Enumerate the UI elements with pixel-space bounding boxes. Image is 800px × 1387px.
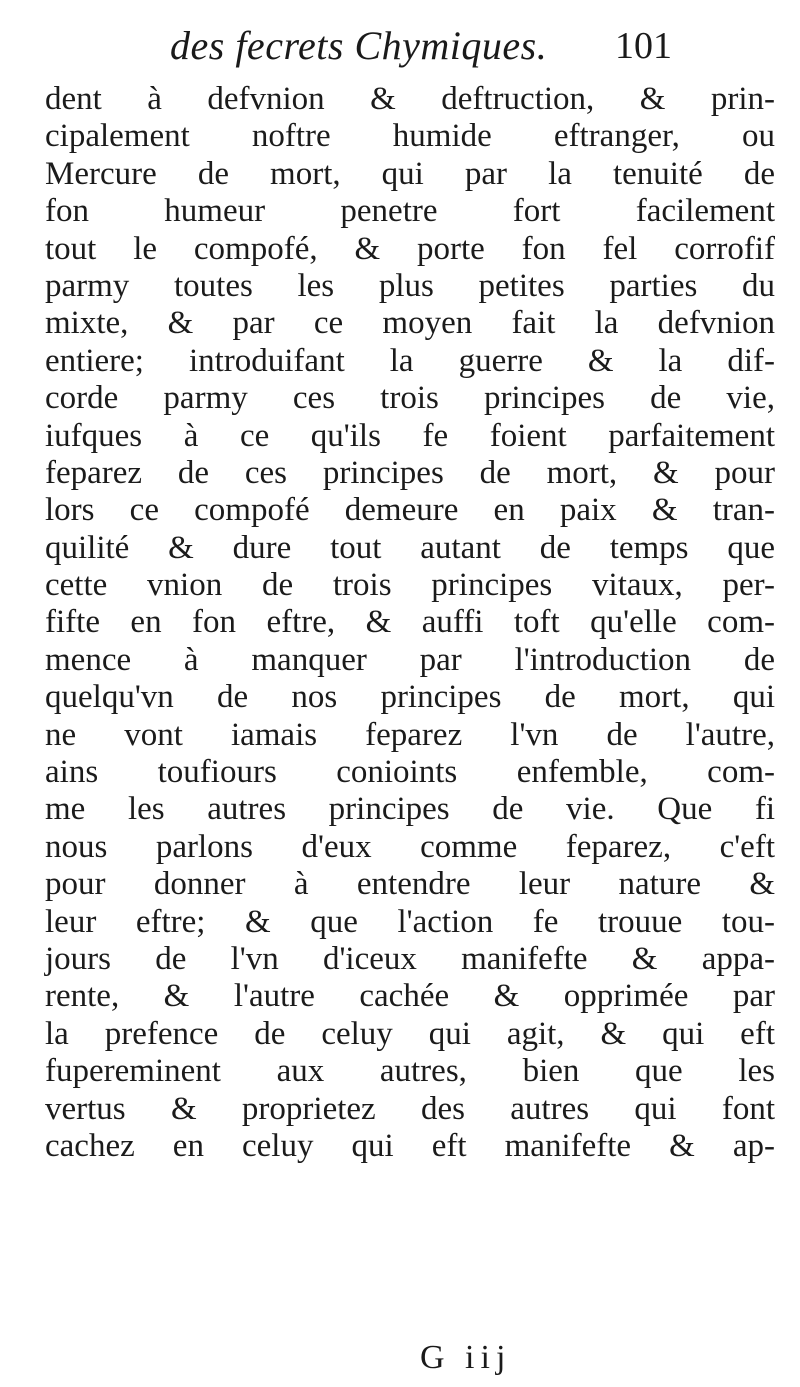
signature-mark: G iij — [420, 1339, 512, 1376]
text-line: nous parlons d'eux comme feparez, c'eft — [45, 828, 775, 865]
text-line: fon humeur penetre fort facilement — [45, 193, 775, 230]
text-line: entiere; introduifant la guerre & la dif- — [45, 342, 775, 379]
text-line: parmy toutes les plus petites parties du — [45, 267, 775, 304]
text-line: fifte en fon eftre, & auffi toft qu'elle com- — [45, 604, 775, 641]
text-line: quilité & dure tout autant de temps que — [45, 529, 775, 566]
text-line: lors ce compofé demeure en paix & tran- — [45, 492, 775, 529]
text-line: feparez de ces principes de mort, & pour — [45, 454, 775, 491]
text-line: mence à manquer par l'introduction de — [45, 641, 775, 678]
text-line: leur eftre; & que l'action fe trouue tou- — [45, 903, 775, 940]
text-line: la prefence de celuy qui agit, & qui eft — [45, 1015, 775, 1052]
text-line: fupereminent aux autres, bien que les — [45, 1053, 775, 1090]
text-line: ne vont iamais feparez l'vn de l'autre, — [45, 716, 775, 753]
text-line: vertus & proprietez des autres qui font — [45, 1090, 775, 1127]
text-line: jours de l'vn d'iceux manifefte & appa- — [45, 940, 775, 977]
text-line: cette vnion de trois principes vitaux, per- — [45, 567, 775, 604]
text-line: quelqu'vn de nos principes de mort, qui — [45, 679, 775, 716]
body-text — [45, 81, 775, 1165]
text-line: ains toufiours conioints enfemble, com- — [45, 754, 775, 791]
page-header — [0, 14, 800, 74]
text-line: cachez en celuy qui eft manifefte & ap- — [45, 1127, 775, 1164]
text-line: rente, & l'autre cachée & opprimée par — [45, 978, 775, 1015]
text-line: iufques à ce qu'ils fe foient parfaitement — [45, 417, 775, 454]
text-line: pour donner à entendre leur nature & — [45, 866, 775, 903]
text-line: dent à defvnion & deftruction, & prin- — [45, 81, 775, 117]
page-number: 101 — [615, 25, 672, 67]
running-title: des fecrets Chymiques. — [170, 23, 548, 68]
text-line: mixte, & par ce moyen fait la defvnion — [45, 305, 775, 342]
text-line: tout le compofé, & porte fon fel corrofif — [45, 230, 775, 267]
text-line: cipalement noftre humide eftranger, ou — [45, 118, 775, 155]
text-line: me les autres principes de vie. Que fi — [45, 791, 775, 828]
text-line: Mercure de mort, qui par la tenuité de — [45, 155, 775, 192]
text-line: corde parmy ces trois principes de vie, — [45, 380, 775, 417]
